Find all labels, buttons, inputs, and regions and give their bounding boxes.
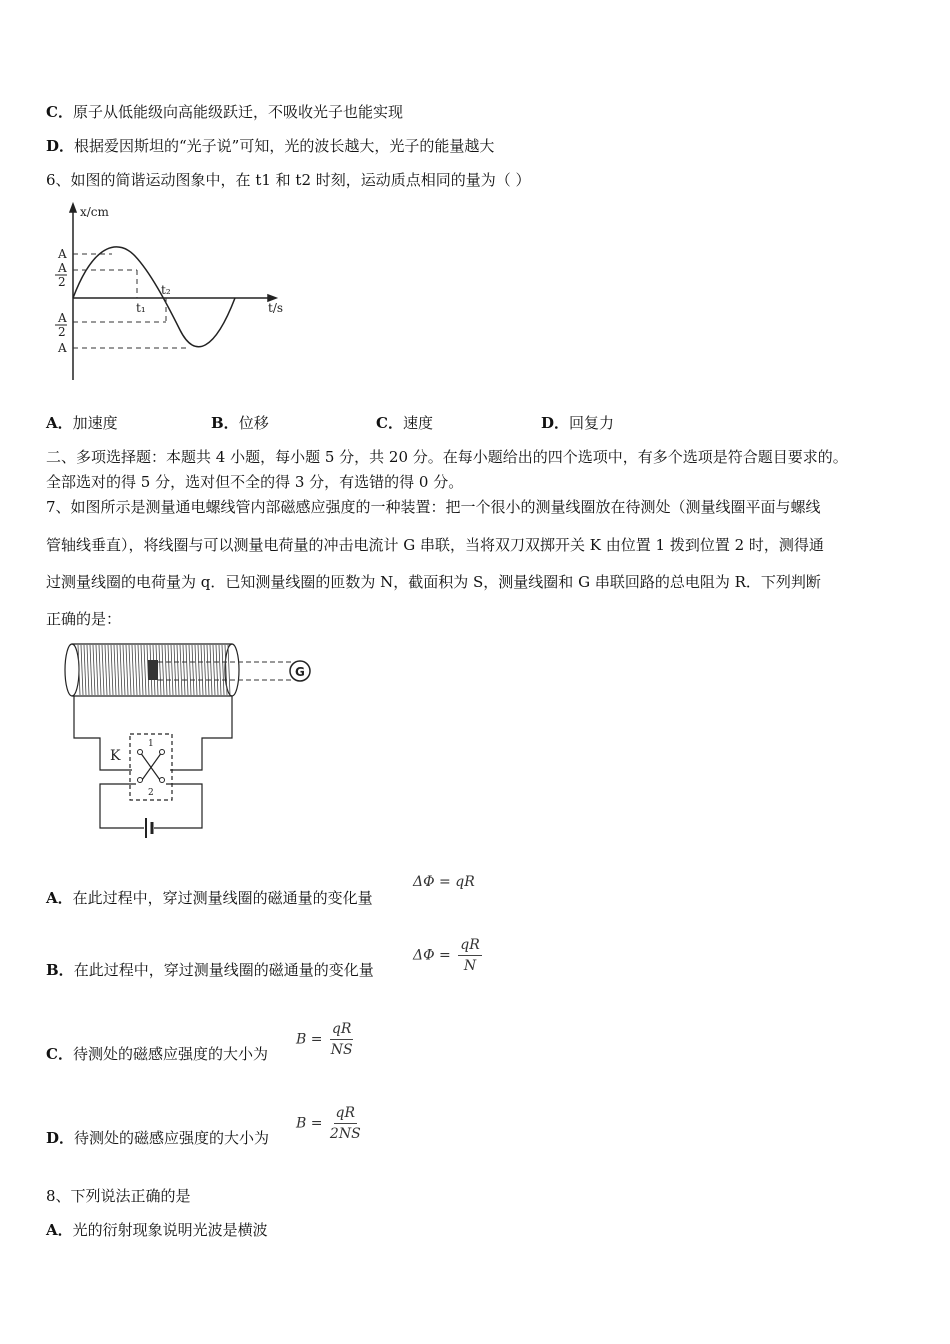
switch-blade-1 [140, 752, 160, 780]
coil-winding [219, 645, 221, 695]
switch-label: K [110, 748, 121, 764]
coil-winding [84, 645, 86, 695]
coil-winding [135, 645, 137, 695]
switch-contact [138, 750, 143, 755]
fraction [330, 1020, 354, 1059]
option-label: B． [211, 414, 239, 432]
q6-option-b [211, 412, 269, 433]
fraction [458, 936, 482, 975]
coil-winding [78, 645, 80, 695]
q6-option-a [46, 412, 118, 433]
coil-winding [90, 645, 92, 695]
coil-winding [189, 645, 191, 695]
q7-option-a [46, 888, 373, 908]
q6-stem: 6、如图的简谐运动图象中，在 t1 和 t2 时刻，运动质点相同的量为（ ） [46, 171, 531, 189]
option-label: D． [541, 414, 570, 432]
half-den-bottom: 2 [58, 325, 66, 339]
formula-d [296, 1104, 361, 1143]
half-num-top: A [58, 261, 67, 275]
option-text: 速度 [402, 414, 433, 432]
switch-pos-2: 2 [148, 788, 154, 798]
switch-pos-1: 1 [148, 739, 154, 749]
fraction-denominator: 2NS [329, 1126, 361, 1142]
q7-stem-4: 正确的是： [46, 610, 122, 628]
option-label: C． [46, 1045, 73, 1063]
coil-winding [177, 645, 179, 695]
coil-winding [117, 645, 119, 695]
shm-graph [40, 200, 310, 385]
coil-winding [87, 645, 89, 695]
coil-winding [81, 645, 83, 695]
solenoid-wire-right [170, 696, 232, 770]
battery-wire-left [100, 784, 144, 828]
switch-contact [138, 778, 143, 783]
formula-lhs: ΔΦ = [413, 874, 451, 890]
formula-rhs: qR [455, 874, 475, 890]
section2-instruction-2: 全部选对的得 5 分，选对但不全的得 3 分，有选错的得 0 分。 [46, 473, 464, 491]
formula-lhs: ΔΦ = [413, 947, 451, 964]
coil-winding [180, 645, 182, 695]
q8-option-a [46, 1220, 268, 1240]
q7-option-b [46, 960, 374, 980]
option-text: 原子从低能级向高能级跃迁，不吸收光子也能实现 [72, 103, 403, 121]
coil-winding [204, 645, 206, 695]
coil-winding [105, 645, 107, 695]
sine-curve [73, 247, 235, 347]
coil-winding [111, 645, 113, 695]
coil-winding [159, 645, 161, 695]
coil-winding [171, 645, 173, 695]
coil-winding [123, 645, 125, 695]
coil-winding [195, 645, 197, 695]
fraction [330, 1104, 361, 1143]
q8-stem: 8、下列说法正确的是 [46, 1187, 191, 1205]
coil-winding [108, 645, 110, 695]
coil-winding [126, 645, 128, 695]
coil-winding [168, 645, 170, 695]
section2-instruction-1: 二、多项选择题：本题共 4 小题，每小题 5 分，共 20 分。在每小题给出的四个选项中，有多个选项是符合题目要求的。 [46, 448, 848, 466]
coil-winding [186, 645, 188, 695]
coil-winding [201, 645, 203, 695]
coil-winding [210, 645, 212, 695]
fraction-denominator: N [463, 958, 477, 974]
q7-stem-2: 管轴线垂直），将线圈与可以测量电荷量的冲击电流计 G 串联，当将双刀双掷开关 K 由位置 1 拨到位置 2 时，测得通 [46, 536, 824, 554]
coil-winding [120, 645, 122, 695]
battery-wire-right [154, 784, 202, 828]
formula-lhs: B = [296, 1031, 323, 1048]
q6-options [46, 412, 746, 434]
option-text: 在此过程中，穿过测量线圈的磁通量的变化量 [73, 961, 374, 979]
coil-winding [99, 645, 101, 695]
fraction-numerator: qR [458, 936, 482, 956]
option-text: 根据爱因斯坦的“光子说”可知，光的波长越大，光子的能量越大 [74, 137, 495, 155]
q7-stem-3: 过测量线圈的电荷量为 q．已知测量线圈的匝数为 N，截面积为 S，测量线圈和 G 串联回路的总电阻为 R．下列判断 [46, 573, 821, 591]
coil-winding [192, 645, 194, 695]
q6-option-c [376, 412, 433, 433]
coil-winding [96, 645, 98, 695]
option-text: 光的衍射现象说明光波是横波 [72, 1221, 268, 1239]
fraction-denominator: NS [330, 1042, 353, 1058]
y-axis-arrow [70, 204, 76, 212]
formula-a [413, 874, 475, 890]
coil-winding [144, 645, 146, 695]
coil-winding [207, 645, 209, 695]
option-text: 加速度 [72, 414, 118, 432]
coil-winding [183, 645, 185, 695]
option-label: D． [46, 1129, 75, 1147]
switch-contact [160, 750, 165, 755]
y-axis-label: x/cm [80, 205, 109, 219]
option-label: C． [376, 414, 403, 432]
coil-winding [228, 645, 230, 695]
option-label: A． [46, 889, 73, 907]
option-label: B． [46, 961, 74, 979]
option-text: 在此过程中，穿过测量线圈的磁通量的变化量 [72, 889, 373, 907]
coil-winding [198, 645, 200, 695]
coil-winding [114, 645, 116, 695]
t1-label: t₁ [136, 301, 146, 315]
coil-winding [102, 645, 104, 695]
q7-option-c [46, 1044, 268, 1064]
coil-winding [216, 645, 218, 695]
measuring-coil [148, 660, 158, 680]
galvanometer-label: G [295, 665, 305, 679]
amp-label-top: A [58, 247, 67, 261]
q5-option-c [46, 102, 403, 122]
formula-c [296, 1020, 353, 1059]
x-axis-label: t/s [268, 301, 284, 315]
coil-winding [141, 645, 143, 695]
coil-winding [222, 645, 224, 695]
half-num-bottom: A [58, 311, 67, 325]
coil-winding [174, 645, 176, 695]
coil-winding [129, 645, 131, 695]
q6-option-d [541, 412, 614, 433]
q5-option-d [46, 136, 494, 156]
fraction-numerator: qR [334, 1104, 358, 1124]
coil-winding [213, 645, 215, 695]
option-text: 位移 [238, 414, 269, 432]
coil-winding [165, 645, 167, 695]
solenoid-circuit-diagram [60, 640, 320, 840]
switch-blade-2 [142, 752, 162, 780]
option-text: 回复力 [569, 414, 615, 432]
solenoid-wire-left [74, 696, 132, 770]
q7-option-d [46, 1128, 269, 1148]
option-label: D． [46, 137, 75, 155]
fraction-numerator: qR [330, 1020, 354, 1040]
half-den-top: 2 [58, 275, 66, 289]
option-label: A． [46, 1221, 73, 1239]
t2-label: t₂ [161, 283, 171, 297]
coil-winding [138, 645, 140, 695]
option-label: C． [46, 103, 73, 121]
option-text: 待测处的磁感应强度的大小为 [72, 1045, 268, 1063]
coil-winding [93, 645, 95, 695]
q7-stem-1: 7、如图所示是测量通电螺线管内部磁感应强度的一种装置：把一个很小的测量线圈放在待测处（测量线圈平面与螺线 [46, 498, 821, 516]
coil-winding [132, 645, 134, 695]
option-text: 待测处的磁感应强度的大小为 [74, 1129, 270, 1147]
coil-winding [162, 645, 164, 695]
switch-contact [160, 778, 165, 783]
amp-label-bottom: A [58, 341, 67, 355]
option-label: A． [46, 414, 73, 432]
formula-b [413, 936, 482, 975]
formula-lhs: B = [296, 1115, 323, 1132]
